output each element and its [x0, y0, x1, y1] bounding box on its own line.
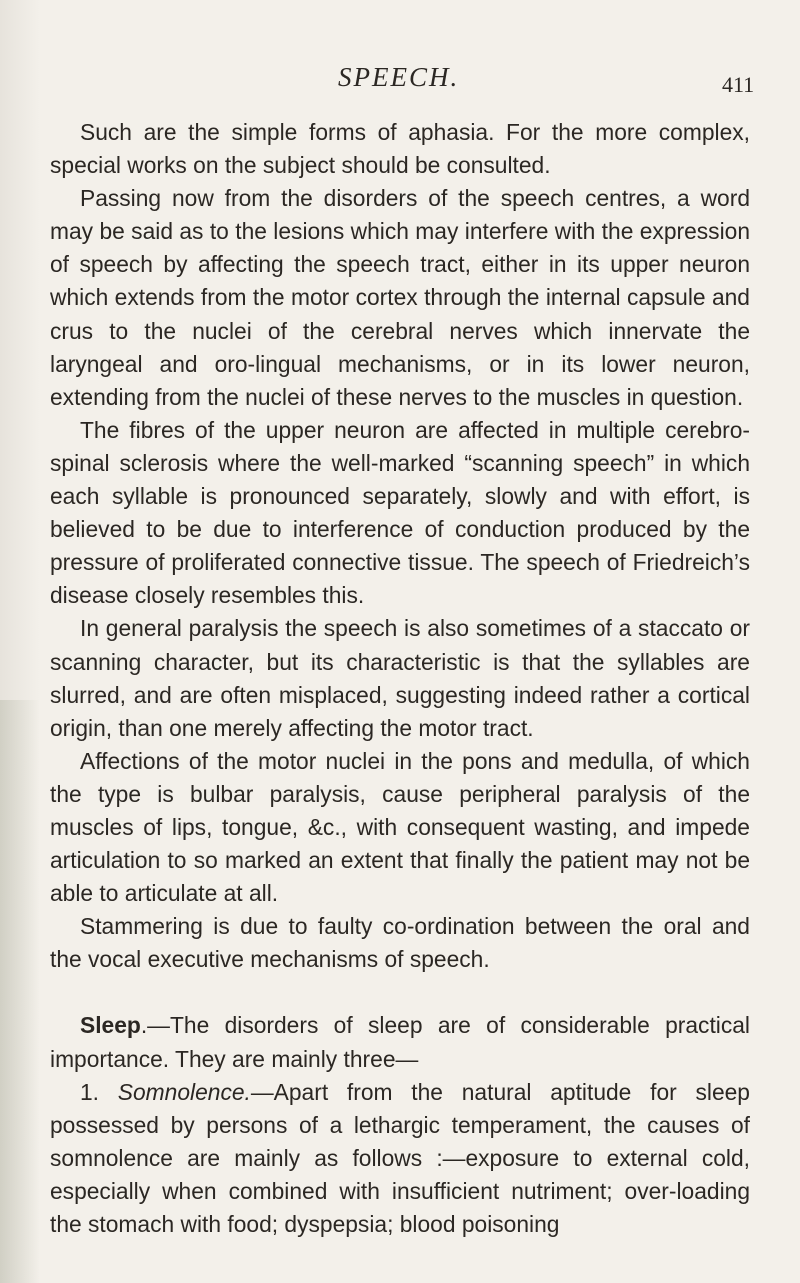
somnolence-text: —Apart from the natural aptitude for sleep possessed by persons of a lethargic temperament, the causes of somnolence are mainly as follows :—exposure to external cold, especially when combined with insufficient nutriment; over-loading the stomach with food; dyspepsia; blood poisoning [50, 1078, 750, 1237]
somnolence-term: Somnolence. [117, 1078, 251, 1105]
sleep-intro-text: .—The disorders of sleep are of considerable practical importance. They are mainly three— [50, 1012, 750, 1072]
page-number: 411 [722, 72, 755, 97]
running-head [0, 62, 800, 102]
item-number: 1. [80, 1078, 100, 1105]
paragraph-general-paralysis: In general paralysis the speech is also sometimes of a staccato or scanning character, but its characteristic is that the syllables are slurred, and are often misplaced, suggesting indeed rather a cortical origin, than one merely affecting the motor tract. [50, 615, 750, 741]
sleep-heading: Sleep [80, 1012, 141, 1039]
paragraph-sleep-intro [50, 1009, 750, 1075]
paragraph-stammering: Stammering is due to faulty co-ordination between the oral and the vocal executive mechanisms of speech. [50, 913, 750, 973]
body-text [50, 116, 750, 1241]
paragraph-upper-neuron: The fibres of the upper neuron are affected in multiple cerebro-spinal sclerosis where the well-marked “scanning speech” in which each syllable is pronounced separately, slowly and with effort, is believed to be due to interference of conduction produced by the pressure of proliferated connective tissue. The speech of Friedreich’s disease closely resembles this. [50, 416, 750, 609]
paragraph-motor-nuclei: Affections of the motor nuclei in the pons and medulla, of which the type is bulbar paralysis, cause peripheral paralysis of the muscles of lips, tongue, &c., with consequent wasting, and impede articulation to so marked an extent that finally the patient may not be able to articulate at all. [50, 747, 750, 907]
paragraph-speech-tract: Passing now from the disorders of the speech centres, a word may be said as to the lesions which may interfere with the expression of speech by affecting the speech tract, either in its upper neuron which extends from the motor cortex through the internal capsule and crus to the nuclei of the cerebral nerves which innervate the laryngeal and oro-lingual mechanisms, or in its lower neuron, extending from the nuclei of these nerves to the muscles in question. [50, 185, 750, 410]
paragraph-somnolence [50, 1076, 750, 1241]
running-title: SPEECH. [338, 62, 460, 92]
paragraph-aphasia-forms: Such are the simple forms of aphasia. For the more complex, special works on the subject should be consulted. [50, 119, 750, 179]
page-edge-shadow [0, 700, 40, 1283]
